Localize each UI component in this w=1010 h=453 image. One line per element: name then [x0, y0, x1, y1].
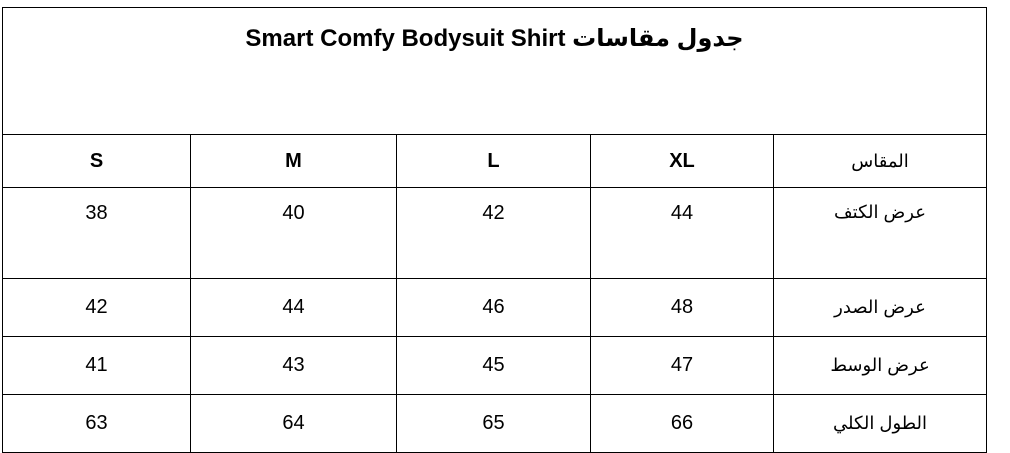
row-label: عرض الصدر	[774, 279, 987, 337]
size-header-m: M	[191, 135, 397, 188]
table-cell: 46	[397, 279, 591, 337]
table-cell: 44	[191, 279, 397, 337]
table-cell: 47	[591, 337, 774, 395]
table-row	[3, 279, 987, 337]
table-cell: 40	[191, 188, 397, 279]
table-cell: 48	[591, 279, 774, 337]
table-cell: 42	[3, 279, 191, 337]
table-cell: 38	[3, 188, 191, 279]
size-header-label: المقاس	[774, 135, 987, 188]
size-chart-table	[2, 7, 987, 453]
size-header-s: S	[3, 135, 191, 188]
table-cell: 44	[591, 188, 774, 279]
table-row	[3, 395, 987, 453]
table-cell: 65	[397, 395, 591, 453]
size-header-xl: XL	[591, 135, 774, 188]
row-label: عرض الوسط	[774, 337, 987, 395]
table-cell: 41	[3, 337, 191, 395]
table-cell: 64	[191, 395, 397, 453]
size-header-l: L	[397, 135, 591, 188]
row-label: الطول الكلي	[774, 395, 987, 453]
header-row	[3, 135, 987, 188]
row-label: عرض الكتف	[774, 188, 987, 279]
title-arabic: جدول مقاسات	[572, 25, 744, 52]
table-title	[3, 8, 987, 135]
table-row	[3, 337, 987, 395]
table-cell: 43	[191, 337, 397, 395]
title-english: Smart Comfy Bodysuit Shirt	[245, 25, 566, 52]
title-row	[3, 8, 987, 135]
table-cell: 42	[397, 188, 591, 279]
table-row	[3, 188, 987, 279]
table-cell: 66	[591, 395, 774, 453]
table-cell: 45	[397, 337, 591, 395]
table-cell: 63	[3, 395, 191, 453]
